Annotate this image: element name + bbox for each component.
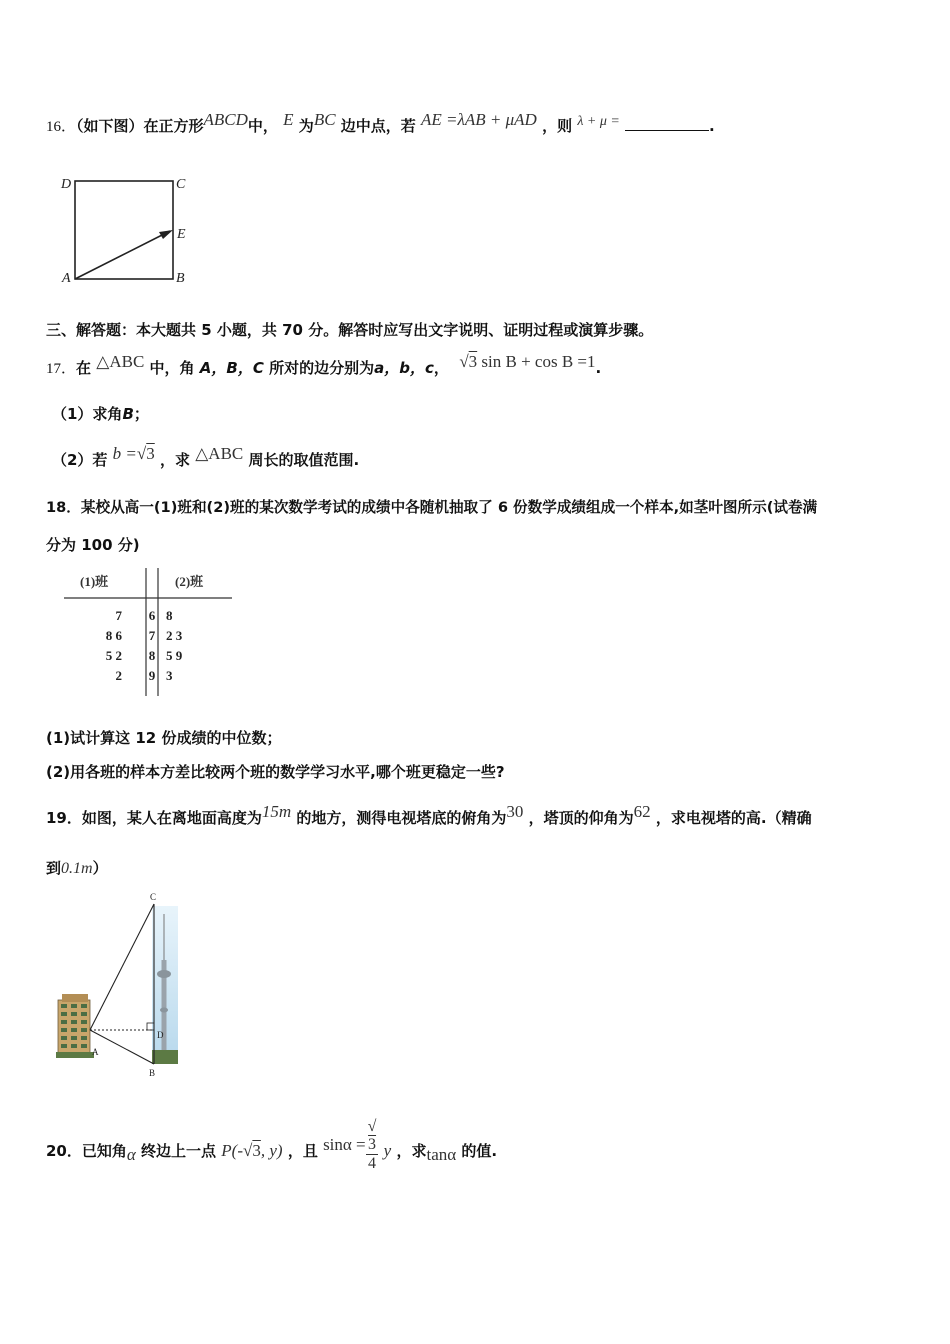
q17-line — [46, 352, 602, 379]
q17-text-7: . — [595, 359, 602, 377]
q20-point-start: P(- — [221, 1141, 244, 1160]
q20-text-4: ，求 — [396, 1142, 427, 1160]
q19-line-1 — [46, 802, 812, 828]
vector-ae — [75, 231, 170, 279]
building-icon — [56, 994, 94, 1058]
q17-part-2-sqrt: √3 — [136, 444, 155, 463]
stem-leaf-stem: 9 — [148, 668, 156, 683]
stem-leaf-right-leaves: 8 — [166, 608, 173, 623]
q20-fraction-sqrt-3: 3 — [368, 1136, 377, 1153]
q17-part-1-b: B — [122, 405, 134, 423]
q19-line-2-text: 到 — [46, 859, 62, 877]
q20-text-5: 的值. — [461, 1142, 498, 1160]
q20-text-2: 终边上一点 — [141, 1142, 217, 1160]
stem-leaf-right-leaves: 3 — [166, 668, 173, 683]
q20-text-1: 20．已知角 — [46, 1142, 127, 1160]
q16-text-4: 边中点，若 — [340, 117, 416, 135]
q20-math-y: y — [383, 1141, 392, 1160]
q16-math-bc: BC — [313, 110, 336, 129]
q18-part-2: (2)用各班的样本方差比较两个班的数学学习水平,哪个班更稳定一些? — [46, 763, 505, 781]
label-a-tower: A — [92, 1047, 99, 1057]
q16-answer-blank[interactable] — [625, 116, 709, 131]
q17-part-2-text: （2）若 — [52, 451, 108, 469]
label-c-tower: C — [150, 892, 157, 902]
q20-point-sqrt-3: 3 — [252, 1141, 261, 1160]
stem-leaf-stem: 8 — [148, 648, 156, 663]
q20-point-end: , y) — [260, 1141, 283, 1160]
q20-fraction-numerator: √ 3 — [367, 1118, 377, 1153]
q16-math-vector-eq: AE =λAB + μAD — [421, 110, 537, 129]
q17-part-2-sqrt-3: 3 — [146, 444, 155, 463]
q17-part-1 — [52, 404, 149, 424]
q17-text-1: 在 — [76, 359, 92, 377]
q16-number: 16． — [46, 119, 77, 135]
q19-math-height: 15m — [261, 802, 292, 821]
q16-line — [46, 110, 715, 138]
q17-math-triangle: △ABC — [96, 352, 145, 371]
section-3-heading: 三、解答题：本大题共 5 小题，共 70 分。解答时应写出文字说明、证明过程或演算步骤。 — [46, 321, 654, 339]
stem-leaf-left-leaves: 2 — [115, 668, 122, 683]
q17-number: 17． — [46, 361, 77, 377]
q18-part-1: (1)试计算这 12 份成绩的中位数； — [46, 729, 282, 747]
q20-math-sin: sinα = — [323, 1135, 366, 1154]
q16-text-2: 中， — [247, 117, 278, 135]
stem-leaf-left-header: (1)班 — [80, 574, 109, 589]
stem-leaf-rows — [106, 608, 183, 683]
label-a: A — [62, 271, 71, 286]
q16-text-1: （如下图）在正方形 — [76, 117, 204, 135]
q17-text-4: 所对的边分别为 — [269, 359, 375, 377]
stem-leaf-left-leaves: 5 2 — [105, 648, 122, 663]
q19-text-2: 的地方，测得电视塔底的俯角为 — [296, 809, 507, 827]
sight-line-to-base — [90, 1030, 154, 1064]
q19-math-angle-30: 30 — [506, 802, 524, 821]
q18-stem-leaf-plot — [62, 566, 237, 701]
stem-leaf-right-header: (2)班 — [175, 574, 204, 589]
q16-math-sum: λ + μ = — [577, 114, 620, 129]
label-e: E — [177, 227, 186, 242]
q20-line — [46, 1118, 498, 1179]
q19-line-2-end: ） — [92, 859, 108, 877]
q17-part-1-end: ； — [133, 405, 149, 423]
q19-text-4: ，求电视塔的高.（精确 — [655, 809, 812, 827]
q20-math-alpha: α — [126, 1145, 136, 1164]
q17-part-2-text-3: 周长的取值范围. — [248, 451, 360, 469]
stem-leaf-left-leaves: 8 6 — [105, 628, 122, 643]
q17-equation: √3 sin B + cos B =1 — [459, 352, 596, 371]
label-d: D — [61, 177, 72, 192]
q17-text-6: ， — [433, 359, 449, 377]
q19-math-angle-62: 62 — [633, 802, 651, 821]
stem-leaf-left-leaves: 7 — [115, 608, 122, 623]
q19-text-3: ，塔顶的仰角为 — [528, 809, 634, 827]
q17-text-2: 中，角 — [149, 359, 195, 377]
stem-leaf-stem: 7 — [148, 628, 156, 643]
label-c: C — [176, 177, 186, 192]
q18-line-1: 18．某校从高一(1)班和(2)班的某次数学考试的成绩中各随机抽取了 6 份数学成绩组成一个样本,如茎叶图所示(试卷满 — [46, 499, 818, 516]
square-abcd — [75, 181, 173, 279]
q19-math-precision: 0.1m — [61, 860, 93, 877]
q17-part-2-text-2: ，求 — [159, 451, 190, 469]
q20-fraction — [366, 1118, 379, 1173]
stem-leaf-stem: 6 — [148, 608, 156, 623]
q19-tower-figure — [52, 890, 187, 1080]
q17-angles: A，B，C — [199, 359, 264, 377]
q17-part-1-text: （1）求角 — [52, 405, 123, 423]
q16-math-e: E — [283, 110, 294, 129]
q17-part-2 — [52, 444, 360, 470]
q19-line-2 — [46, 858, 108, 879]
vector-ae-arrowhead — [159, 230, 173, 239]
q16-text-5: ，则 — [542, 117, 573, 135]
q17-sides: a，b，c — [374, 359, 434, 377]
label-d-tower: D — [157, 1030, 164, 1040]
q17-part-2-triangle: △ABC — [195, 444, 244, 463]
q17-equation-rest: sin B + cos B =1 — [481, 352, 596, 371]
q17-sqrt-3: 3 — [468, 352, 478, 371]
q18-line-2: 分为 100 分) — [46, 536, 140, 554]
q20-text-3: ，且 — [287, 1142, 318, 1160]
label-b: B — [176, 271, 185, 286]
stem-leaf-right-leaves: 5 9 — [166, 648, 183, 663]
q20-math-tan: tanα — [426, 1145, 457, 1164]
q20-math-point: P(-√3, y) — [221, 1141, 283, 1160]
q16-text-3: 为 — [298, 117, 314, 135]
q16-math-abcd: ABCD — [203, 110, 248, 129]
q20-fraction-denominator: 4 — [368, 1155, 377, 1172]
stem-leaf-right-leaves: 2 3 — [166, 628, 183, 643]
q17-part-2-b-eq: b = — [112, 444, 137, 463]
q16-text-6: . — [709, 117, 715, 135]
label-b-tower: B — [149, 1068, 156, 1078]
sight-line-to-top — [90, 904, 154, 1030]
q19-text-1: 19．如图，某人在离地面高度为 — [46, 809, 262, 827]
q16-square-figure — [56, 170, 196, 288]
